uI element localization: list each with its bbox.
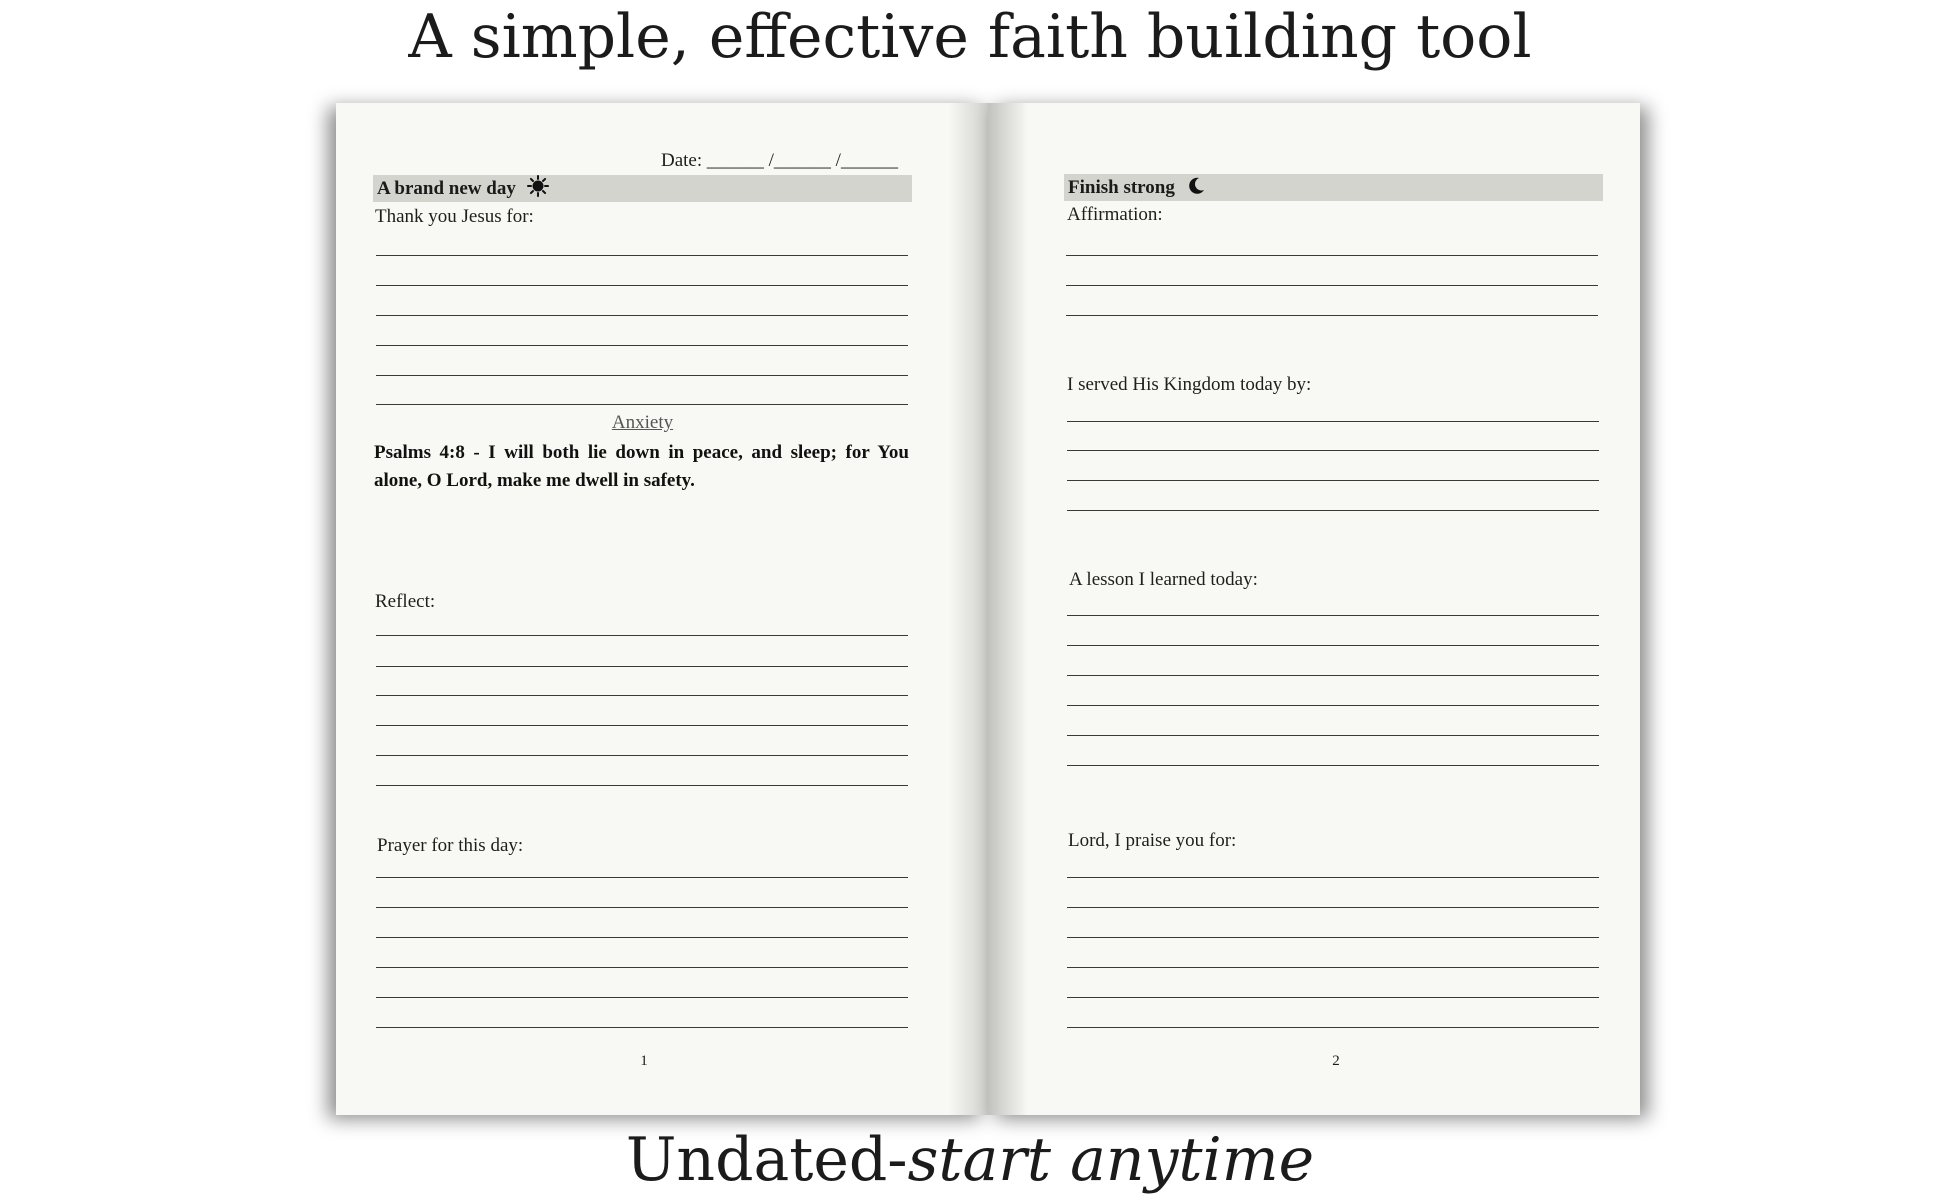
writing-line[interactable] <box>1067 480 1599 481</box>
writing-line[interactable] <box>376 725 908 726</box>
writing-line[interactable] <box>376 666 908 667</box>
writing-line[interactable] <box>376 345 908 346</box>
writing-line[interactable] <box>376 695 908 696</box>
gutter-shadow <box>988 103 1028 1115</box>
gutter-shadow <box>948 103 988 1115</box>
section-title: Finish strong <box>1068 177 1175 198</box>
writing-line[interactable] <box>376 877 908 878</box>
writing-line[interactable] <box>376 937 908 938</box>
prayer-label: Prayer for this day: <box>377 835 524 856</box>
journal-page-left <box>336 103 988 1115</box>
writing-line[interactable] <box>376 404 908 405</box>
writing-line[interactable] <box>376 315 908 316</box>
writing-line[interactable] <box>1067 937 1599 938</box>
writing-line[interactable] <box>376 285 908 286</box>
lesson-label: A lesson I learned today: <box>1069 569 1258 590</box>
writing-line[interactable] <box>1067 645 1599 646</box>
section-bar-morning <box>373 175 912 202</box>
writing-line[interactable] <box>1067 1027 1599 1028</box>
writing-line[interactable] <box>376 907 908 908</box>
writing-line[interactable] <box>376 635 908 636</box>
date-field-label: Date: ______ /______ /______ <box>661 150 898 171</box>
section-title: A brand new day <box>377 178 516 199</box>
writing-line[interactable] <box>376 997 908 998</box>
writing-line[interactable] <box>1067 615 1599 616</box>
praise-label: Lord, I praise you for: <box>1068 830 1237 851</box>
page-number: 1 <box>640 1053 648 1069</box>
sun-icon <box>527 175 549 197</box>
writing-line[interactable] <box>1067 421 1599 422</box>
headline: A simple, effective faith building tool <box>408 2 1532 72</box>
reflect-label: Reflect: <box>375 591 436 612</box>
page-number: 2 <box>1332 1053 1340 1069</box>
writing-line[interactable] <box>376 785 908 786</box>
footer-tagline <box>0 1125 1940 1195</box>
writing-line[interactable] <box>1067 510 1599 511</box>
affirmation-label: Affirmation: <box>1067 204 1163 225</box>
writing-line[interactable] <box>376 255 908 256</box>
writing-line[interactable] <box>1067 907 1599 908</box>
writing-line[interactable] <box>1067 877 1599 878</box>
topic-heading: Anxiety <box>611 412 674 433</box>
writing-line[interactable] <box>1067 735 1599 736</box>
scripture-verse: Psalms 4:8 - I will both lie down in peace, and sleep; for You alone, O Lord, make me dwell in safety. <box>374 442 909 491</box>
journal-page-right <box>988 103 1640 1115</box>
section-bar-evening <box>1064 174 1603 201</box>
writing-line[interactable] <box>1066 255 1598 256</box>
writing-line[interactable] <box>1067 705 1599 706</box>
writing-line[interactable] <box>1067 765 1599 766</box>
footer-prefix: Undated- <box>625 1125 908 1195</box>
writing-line[interactable] <box>1066 315 1598 316</box>
writing-line[interactable] <box>1067 675 1599 676</box>
writing-line[interactable] <box>376 967 908 968</box>
writing-line[interactable] <box>376 375 908 376</box>
thanks-label: Thank you Jesus for: <box>375 206 534 227</box>
writing-line[interactable] <box>1067 967 1599 968</box>
crescent-moon-icon <box>1186 176 1206 196</box>
writing-line[interactable] <box>376 1027 908 1028</box>
writing-line[interactable] <box>1066 285 1598 286</box>
writing-line[interactable] <box>376 755 908 756</box>
writing-line[interactable] <box>1067 450 1599 451</box>
served-label: I served His Kingdom today by: <box>1067 374 1312 395</box>
writing-line[interactable] <box>1067 997 1599 998</box>
footer-emphasis: start anytime <box>907 1125 1315 1195</box>
